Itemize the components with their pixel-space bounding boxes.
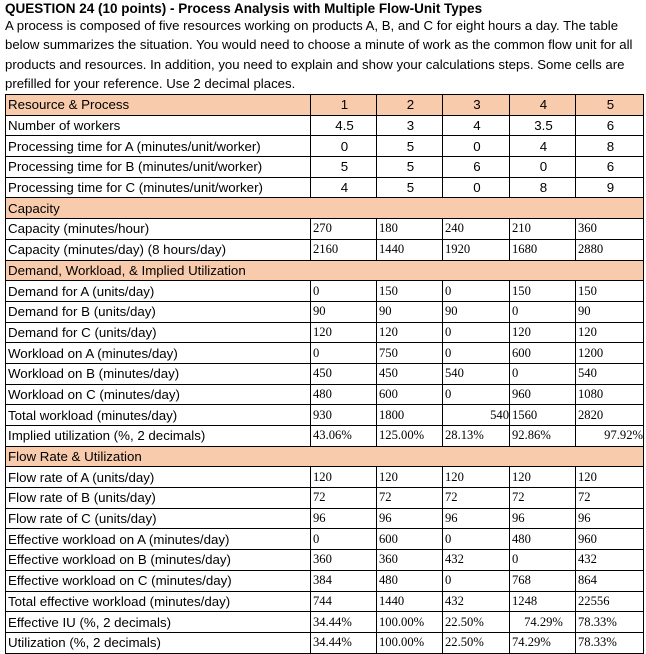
table-cell: 450 (311, 363, 377, 384)
table-cell: 0 (443, 177, 510, 198)
table-cell: 0 (311, 136, 377, 157)
table-cell: 120 (576, 467, 644, 488)
table-cell: 960 (510, 384, 576, 405)
table-cell: 22556 (576, 591, 644, 612)
table-cell: 0 (510, 157, 576, 178)
row-label: Utilization (%, 2 decimals) (6, 632, 311, 653)
table-cell: 6 (576, 115, 644, 136)
row-label: Effective IU (%, 2 decimals) (6, 612, 311, 633)
row-label: Capacity (minutes/hour) (6, 219, 311, 240)
table-cell: 125.00% (377, 426, 443, 447)
header-resource-4: 4 (510, 95, 576, 116)
table-cell: 360 (576, 219, 644, 240)
table-cell: 1440 (377, 239, 443, 260)
table-cell: 120 (510, 467, 576, 488)
question-title: QUESTION 24 (10 points) - Process Analysis with Multiple Flow-Unit Types (5, 1, 483, 16)
table-cell: 960 (576, 529, 644, 550)
table-cell: 0 (443, 281, 510, 302)
table-cell: 0 (443, 322, 510, 343)
table-cell: 0 (443, 343, 510, 364)
table-row (6, 405, 644, 426)
table-cell: 96 (377, 508, 443, 529)
table-cell: 8 (576, 136, 644, 157)
table-cell: 96 (510, 508, 576, 529)
table-cell: 120 (443, 467, 510, 488)
process-analysis-table (5, 94, 644, 654)
table-cell: 72 (510, 488, 576, 509)
row-label: Flow rate of C (units/day) (6, 508, 311, 529)
table-cell: 1080 (576, 384, 644, 405)
table-row (6, 177, 644, 198)
table-cell: 72 (377, 488, 443, 509)
row-label: Demand for B (units/day) (6, 301, 311, 322)
table-cell: 0 (443, 384, 510, 405)
table-cell: 432 (576, 550, 644, 571)
table-cell: 1560 (510, 405, 576, 426)
table-cell: 78.33% (576, 632, 644, 653)
table-cell: 6 (443, 157, 510, 178)
table-cell: 6 (576, 157, 644, 178)
table-cell: 34.44% (311, 612, 377, 633)
table-cell: 96 (311, 508, 377, 529)
table-cell: 360 (377, 550, 443, 571)
table-cell: 5 (377, 136, 443, 157)
table-cell: 74.29% (510, 612, 576, 633)
row-label: Processing time for B (minutes/unit/worker) (6, 157, 311, 178)
table-cell: 0 (443, 136, 510, 157)
row-label: Flow rate of B (units/day) (6, 488, 311, 509)
question-container (5, 0, 643, 654)
table-cell: 1920 (443, 239, 510, 260)
table-cell: 120 (377, 322, 443, 343)
table-cell: 450 (377, 363, 443, 384)
table-cell: 1800 (377, 405, 443, 426)
table-cell: 100.00% (377, 632, 443, 653)
table-cell: 600 (377, 529, 443, 550)
table-cell: 150 (576, 281, 644, 302)
table-cell: 9 (576, 177, 644, 198)
section-title: Capacity (6, 198, 644, 219)
section-header-capacity (6, 198, 644, 219)
row-label: Effective workload on B (minutes/day) (6, 550, 311, 571)
table-cell: 72 (576, 488, 644, 509)
table-cell: 150 (510, 281, 576, 302)
table-cell: 360 (311, 550, 377, 571)
table-cell: 180 (377, 219, 443, 240)
row-label: Workload on C (minutes/day) (6, 384, 311, 405)
row-label: Capacity (minutes/day) (8 hours/day) (6, 239, 311, 260)
table-cell: 120 (311, 467, 377, 488)
table-row (6, 363, 644, 384)
table-row (6, 301, 644, 322)
row-label: Number of workers (6, 115, 311, 136)
table-cell: 96 (576, 508, 644, 529)
row-label: Demand for C (units/day) (6, 322, 311, 343)
table-cell: 480 (311, 384, 377, 405)
table-cell: 0 (311, 529, 377, 550)
table-row (6, 157, 644, 178)
table-cell: 480 (510, 529, 576, 550)
table-cell: 864 (576, 570, 644, 591)
table-cell: 5 (377, 157, 443, 178)
section-title: Flow Rate & Utilization (6, 446, 644, 467)
table-cell: 34.44% (311, 632, 377, 653)
table-cell: 750 (377, 343, 443, 364)
table-row (6, 322, 644, 343)
table-cell: 600 (510, 343, 576, 364)
table-row (6, 239, 644, 260)
row-label: Processing time for C (minutes/unit/worker) (6, 177, 311, 198)
table-cell: 432 (443, 591, 510, 612)
table-cell: 240 (443, 219, 510, 240)
row-label: Effective workload on C (minutes/day) (6, 570, 311, 591)
table-cell: 540 (576, 363, 644, 384)
table-cell: 2820 (576, 405, 644, 426)
table-cell: 4 (510, 136, 576, 157)
table-cell: 97.92% (576, 426, 644, 447)
table-row (6, 136, 644, 157)
table-cell: 1440 (377, 591, 443, 612)
table-cell: 432 (443, 550, 510, 571)
table-cell: 3 (377, 115, 443, 136)
table-cell: 540 (443, 405, 510, 426)
table-cell: 0 (311, 281, 377, 302)
table-cell: 5 (311, 157, 377, 178)
section-header-demand-workload (6, 260, 644, 281)
row-label: Flow rate of A (units/day) (6, 467, 311, 488)
table-cell: 22.50% (443, 632, 510, 653)
table-cell: 4 (311, 177, 377, 198)
table-cell: 600 (377, 384, 443, 405)
table-cell: 120 (576, 322, 644, 343)
table-cell: 43.06% (311, 426, 377, 447)
table-cell: 96 (443, 508, 510, 529)
table-cell: 28.13% (443, 426, 510, 447)
table-row (6, 426, 644, 447)
header-label: Resource & Process (6, 95, 311, 116)
table-row (6, 219, 644, 240)
header-resource-5: 5 (576, 95, 644, 116)
table-row (6, 115, 644, 136)
section-title: Demand, Workload, & Implied Utilization (6, 260, 644, 281)
table-cell: 2160 (311, 239, 377, 260)
table-cell: 74.29% (510, 632, 576, 653)
table-cell: 120 (510, 322, 576, 343)
header-resource-2: 2 (377, 95, 443, 116)
table-cell: 120 (377, 467, 443, 488)
table-row (6, 467, 644, 488)
header-resource-3: 3 (443, 95, 510, 116)
table-cell: 540 (443, 363, 510, 384)
table-cell: 2880 (576, 239, 644, 260)
table-cell: 0 (510, 363, 576, 384)
table-row (6, 281, 644, 302)
table-cell: 22.50% (443, 612, 510, 633)
table-cell: 5 (377, 177, 443, 198)
table-cell: 90 (311, 301, 377, 322)
table-cell: 1248 (510, 591, 576, 612)
section-header-flow-rate (6, 446, 644, 467)
table-cell: 92.86% (510, 426, 576, 447)
table-cell: 8 (510, 177, 576, 198)
table-cell: 90 (576, 301, 644, 322)
row-label: Total workload (minutes/day) (6, 405, 311, 426)
table-row (6, 570, 644, 591)
row-label: Demand for A (units/day) (6, 281, 311, 302)
row-label: Total effective workload (minutes/day) (6, 591, 311, 612)
table-cell: 72 (311, 488, 377, 509)
table-cell: 0 (443, 529, 510, 550)
table-row (6, 529, 644, 550)
table-cell: 120 (311, 322, 377, 343)
row-label: Processing time for A (minutes/unit/worker) (6, 136, 311, 157)
table-cell: 768 (510, 570, 576, 591)
table-cell: 150 (377, 281, 443, 302)
table-cell: 744 (311, 591, 377, 612)
table-row (6, 488, 644, 509)
table-cell: 78.33% (576, 612, 644, 633)
table-row (6, 632, 644, 653)
table-cell: 0 (443, 570, 510, 591)
table-cell: 3.5 (510, 115, 576, 136)
table-cell: 4.5 (311, 115, 377, 136)
table-row (6, 612, 644, 633)
row-label: Implied utilization (%, 2 decimals) (6, 426, 311, 447)
table-row (6, 508, 644, 529)
table-cell: 0 (510, 301, 576, 322)
table-cell: 270 (311, 219, 377, 240)
row-label: Effective workload on A (minutes/day) (6, 529, 311, 550)
table-cell: 210 (510, 219, 576, 240)
header-resource-1: 1 (311, 95, 377, 116)
table-cell: 1200 (576, 343, 644, 364)
question-intro: A process is composed of five resources working on products A, B, and C for eight hours a day. The table below summarizes the situation. You would need to choose a minute of work as the common flow unit for all products and resources. In addition, you need to explain and show your calculations steps. Some cells are prefilled for your reference. Use 2 decimal places. (5, 18, 633, 92)
table-row (6, 550, 644, 571)
table-cell: 930 (311, 405, 377, 426)
table-cell: 480 (377, 570, 443, 591)
row-label: Workload on B (minutes/day) (6, 363, 311, 384)
row-label: Workload on A (minutes/day) (6, 343, 311, 364)
table-cell: 90 (377, 301, 443, 322)
table-cell: 72 (443, 488, 510, 509)
table-cell: 100.00% (377, 612, 443, 633)
table-cell: 0 (510, 550, 576, 571)
table-row (6, 384, 644, 405)
table-cell: 4 (443, 115, 510, 136)
table-cell: 384 (311, 570, 377, 591)
table-cell: 0 (311, 343, 377, 364)
table-cell: 90 (443, 301, 510, 322)
table-row (6, 343, 644, 364)
table-row (6, 591, 644, 612)
table-cell: 1680 (510, 239, 576, 260)
table-header-row (6, 95, 644, 116)
